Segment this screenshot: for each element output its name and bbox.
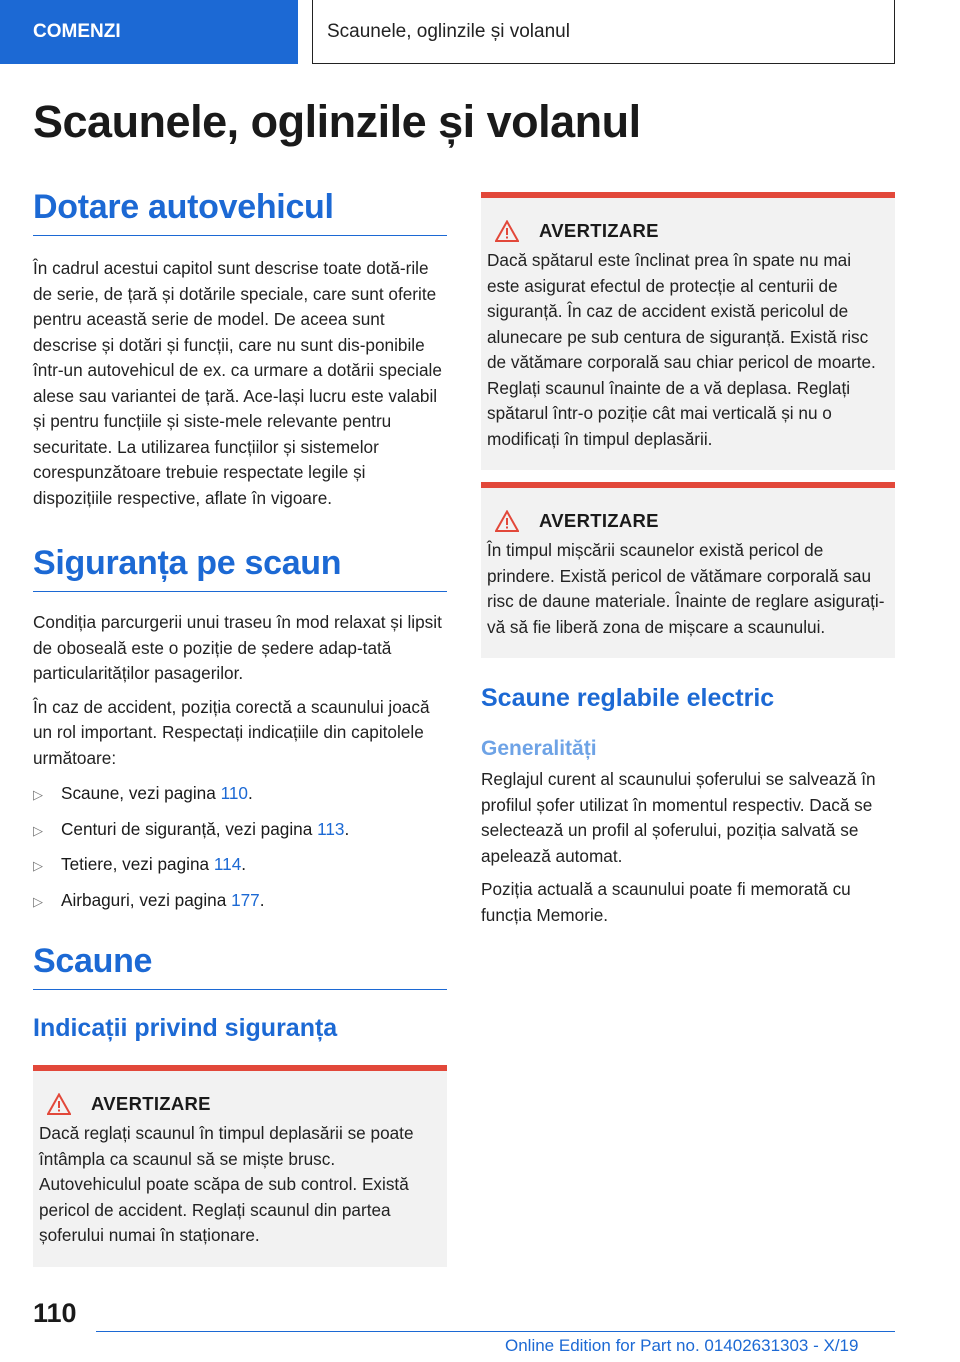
list-item-text: Centuri de siguranță, vezi pagina xyxy=(61,818,318,839)
list-item-text: Airbaguri, vezi pagina xyxy=(61,889,232,910)
warning-header xyxy=(487,510,885,532)
warning-box xyxy=(33,1065,447,1267)
triangle-bullet-icon: ▷ xyxy=(33,822,43,838)
triangle-bullet-icon: ▷ xyxy=(33,858,43,873)
paragraph-generalitati-1: Reglajul curent al scaunului șoferului se salvează în profilul șofer utilizat în momentul respectiv. Dacă se selectează un profil al șoferului, poziția salvată se apelează automat. xyxy=(481,769,876,866)
warning-title: AVERTIZARE xyxy=(91,1093,211,1114)
footer-edition: Online Edition for Part no. 01402631303 - X/19 xyxy=(505,1336,859,1355)
warning-box xyxy=(481,192,895,470)
warning-triangle-icon xyxy=(47,1093,71,1115)
warning-title: AVERTIZARE xyxy=(539,220,659,241)
list-item-text: Scaune, vezi pagina xyxy=(61,783,221,803)
heading-siguranta: Siguranța pe scaun xyxy=(33,544,447,592)
page-link-110[interactable]: 110 xyxy=(220,783,248,803)
heading-scaune-electric: Scaune reglabile electric xyxy=(481,684,775,712)
footer-divider xyxy=(96,1331,895,1332)
paragraph-generalitati-2: Poziția actuală a scaunului poate fi memorată cu funcția Memorie. xyxy=(481,879,851,925)
paragraph-dotare: În cadrul acestui capitol sunt descrise toate dotă-rile de serie, de țară și dotările speciale, care sunt oferite pentru această serie de model. De aceea sunt descrise și dotări și funcții, care nu sunt dis-ponibile într-un autovehicul de ex. ca urmare a dotării speciale alese sau variantei de țară. Ace-lași lucru este valabil și pentru funcțiile și siste-mele relevante pentru securitate. La utilizarea funcțiilor și sistemelor corespunzătoare trebuie respectate legile și dispozițiile respective, aflate în vigoare. xyxy=(33,258,442,508)
page-number: 110 xyxy=(33,1298,77,1328)
page-link-177[interactable]: 177 xyxy=(231,889,260,910)
warning-header xyxy=(39,1093,437,1115)
chapter-title: Scaunele, oglinzile și volanul xyxy=(312,0,895,64)
page-title: Scaunele, oglinzile și volanul xyxy=(33,96,641,147)
list-item xyxy=(33,852,447,879)
list-item xyxy=(33,781,447,808)
warning-triangle-icon xyxy=(495,510,519,532)
triangle-bullet-icon: ▷ xyxy=(33,787,43,802)
list-item xyxy=(33,817,447,844)
warning-box xyxy=(481,482,895,658)
paragraph-siguranta-1: Condiția parcurgerii unui traseu în mod relaxat și lipsit de oboseală este o poziție de ședere adap-tată particularităților pasagerilor. xyxy=(33,612,442,683)
page-link-113[interactable]: 113 xyxy=(317,818,345,839)
warning-text: Dacă spătarul este înclinat prea în spate nu mai este asigurat efectul de protecție al centurii de siguranță. În caz de accident există pericolul de alunecare pe sub centura de siguranță. Există risc de vătămare corporală sau chiar pericol de moarte. Reglați scaunul înainte de a vă deplasa. Reglați spătarul într-o poziție cât mai verticală și nu o modificați în timpul deplasării. xyxy=(487,250,876,449)
page-link-114[interactable]: 114 xyxy=(213,854,242,874)
triangle-bullet-icon: ▷ xyxy=(33,893,43,909)
subheading-generalitati: Generalități xyxy=(481,737,597,760)
paragraph-siguranta-2: În caz de accident, poziția corectă a scaunului joacă un rol important. Respectați indicațiile din capitolele următoare: xyxy=(33,696,430,768)
warning-header xyxy=(487,220,885,242)
list-item-text: Tetiere, vezi pagina xyxy=(61,854,214,874)
subheading-indicatii: Indicații privind siguranța xyxy=(33,1014,338,1042)
list-item-end: . xyxy=(241,854,247,874)
warning-triangle-icon xyxy=(495,220,519,242)
list-item-end: . xyxy=(344,818,350,839)
left-column xyxy=(33,188,447,1267)
warning-title: AVERTIZARE xyxy=(539,510,659,531)
heading-dotare: Dotare autovehicul xyxy=(33,188,447,236)
right-column xyxy=(481,192,895,928)
list-item-end: . xyxy=(247,783,253,803)
list-item-end: . xyxy=(259,889,265,910)
heading-scaune: Scaune xyxy=(33,942,447,990)
warning-text: Dacă reglați scaunul în timpul deplasării se poate întâmpla ca scaunul să se miște brusc. Autovehiculul poate scăpa de sub control. Există pericol de accident. Reglați scaunul din partea șoferului numai în staționare. xyxy=(39,1123,414,1245)
reference-list xyxy=(33,781,447,914)
warning-text: În timpul mișcării scaunelor există pericol de prindere. Există pericol de vătămare corporală sau risc de daune materiale. Înainte de reglare asigurați-vă să fie liberă zona de mișcare a scaunului. xyxy=(487,540,885,637)
section-tab: COMENZI xyxy=(0,0,298,64)
list-item xyxy=(33,888,447,915)
